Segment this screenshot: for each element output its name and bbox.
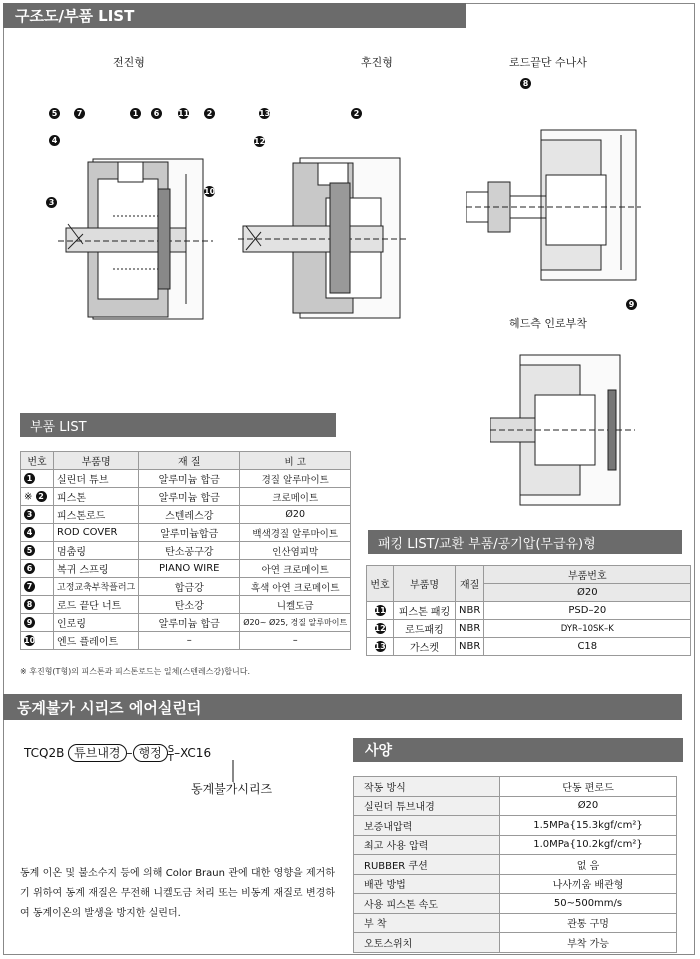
parts-footnote: ※ 후진형(T형)의 피스톤과 피스톤로드는 일체(스텐레스강)합니다. [20,667,250,676]
table-row: 6 복귀 스프링 PIANO WIRE 아연 크로메이트 [21,560,351,578]
marker-5: 5 [49,108,60,119]
stroke-pill: 행정 [133,744,168,762]
packing-table: 번호 부품명 재질 부품번호 Ø20 11 피스톤 패킹 NBR PSD–20 12 로드패킹 NBR DYR–10SK–K 13 가스켓 NBR C18 [366,565,691,656]
parts-table [20,451,351,650]
table-row: 사용 피스톤 속도 50~500mm/s [354,894,677,914]
section-title-series: 동계불가 시리즈 에어실린더 [3,694,682,720]
table-row: 실린더 튜브내경 Ø20 [354,796,677,816]
marker-11: 11 [178,109,190,118]
part-no: 5 [24,545,35,556]
marker-8: 8 [520,78,531,89]
code-label: 동계불가시리즈 [191,782,273,796]
diagram-front-cylinder [38,104,218,324]
table-row: 10 엔드 플레이트 – – [21,632,351,650]
part-no: 2 [36,491,47,502]
bore-pill: 튜브내경 [68,744,126,762]
table-row: 부 착 관통 구멍 [354,913,677,933]
marker-13: 13 [259,109,271,118]
section-title-packing: 패킹 LIST/교환 부품/공기압(무급유)형 [368,530,682,554]
table-row: 7 고정교축부착플러그 합금강 흑색 아연 크로메이트 [21,578,351,596]
diagram-label-front: 전진형 [113,56,145,69]
table-row: 4 ROD COVER 알루미늄합금 백색경질 알루마이트 [21,524,351,542]
parts-header-no: 번호 [21,452,54,470]
marker-3: 3 [46,197,57,208]
part-no: 10 [24,635,36,645]
table-row: RUBBER 쿠션 없 음 [354,855,677,875]
marker-9: 9 [626,299,637,310]
series-description: 동계 이온 및 불소수지 등에 의해 Color Braun 관에 대한 영향을 제거하기 위하여 동계 재질은 무전해 니켈도금 처리 또는 비동계 재질로 변경하여 동계이온의 발생을 방지한 실린더. [20,868,335,919]
marker-2-rear: 2 [351,108,362,119]
section-title-structure: 구조도/부품 LIST [3,3,466,28]
diagram-label-rear: 후진형 [361,56,393,69]
table-row: 8 로드 끝단 너트 탄소강 니켈도금 [21,596,351,614]
parts-header-material: 재 질 [139,452,240,470]
marker-12: 12 [254,137,266,146]
section-title-spec: 사양 [353,738,683,762]
table-row: 12 로드패킹 NBR DYR–10SK–K [367,620,691,638]
table-row: 보증내압력 1.5MPa{15.3kgf/cm²} [354,816,677,836]
marker-6: 6 [151,108,162,119]
parts-header-note: 비 고 [240,452,351,470]
table-row: 작동 방식 단동 편로드 [354,777,677,797]
marker-7: 7 [74,108,85,119]
table-row: 5 멈춤링 탄소공구강 인산염피막 [21,542,351,560]
table-row: 최고 사용 압력 1.0MPa{10.2kgf/cm²} [354,835,677,855]
table-row: 1 실린더 튜브 알루미늄 합금 경질 알루마이트 [21,470,351,488]
diagram-label-head: 헤드측 인로부착 [509,317,587,330]
diagram-label-rodend: 로드끝단 수나사 [509,56,587,69]
table-row: 3 피스톤로드 스텐레스강 Ø20 [21,506,351,524]
part-no: 3 [24,509,35,520]
table-row: 13 가스켓 NBR C18 [367,638,691,656]
part-no: 7 [24,581,35,592]
marker-2: 2 [204,108,215,119]
part-no: 6 [24,563,35,574]
part-no: 1 [24,473,35,484]
marker-4: 4 [49,135,60,146]
section-title-parts: 부품 LIST [20,413,336,437]
table-row: 11 피스톤 패킹 NBR PSD–20 [367,602,691,620]
part-no: 8 [24,599,35,610]
diagram-rear-cylinder [238,118,408,328]
parts-header-name: 부품명 [54,452,139,470]
spec-table [353,776,677,953]
marker-10: 10 [204,187,216,196]
diagram-rodend-cylinder [466,120,646,290]
part-no: 4 [24,527,35,538]
model-code: TCQ2B 튜브내경 – 행정 S T–XC16 [24,743,212,764]
table-row: 9 인로링 알루미늄 합금 Ø20~ Ø25, 경질 알루마이트 [21,614,351,632]
table-row: 배관 방법 나사끼움 배관형 [354,874,677,894]
table-row: 오토스위치 부착 가능 [354,933,677,953]
table-row: ※ 2 피스톤 알루미늄 합금 크로메이트 [21,488,351,506]
part-no: 9 [24,617,35,628]
marker-1: 1 [130,108,141,119]
diagram-head-cylinder [490,350,640,510]
